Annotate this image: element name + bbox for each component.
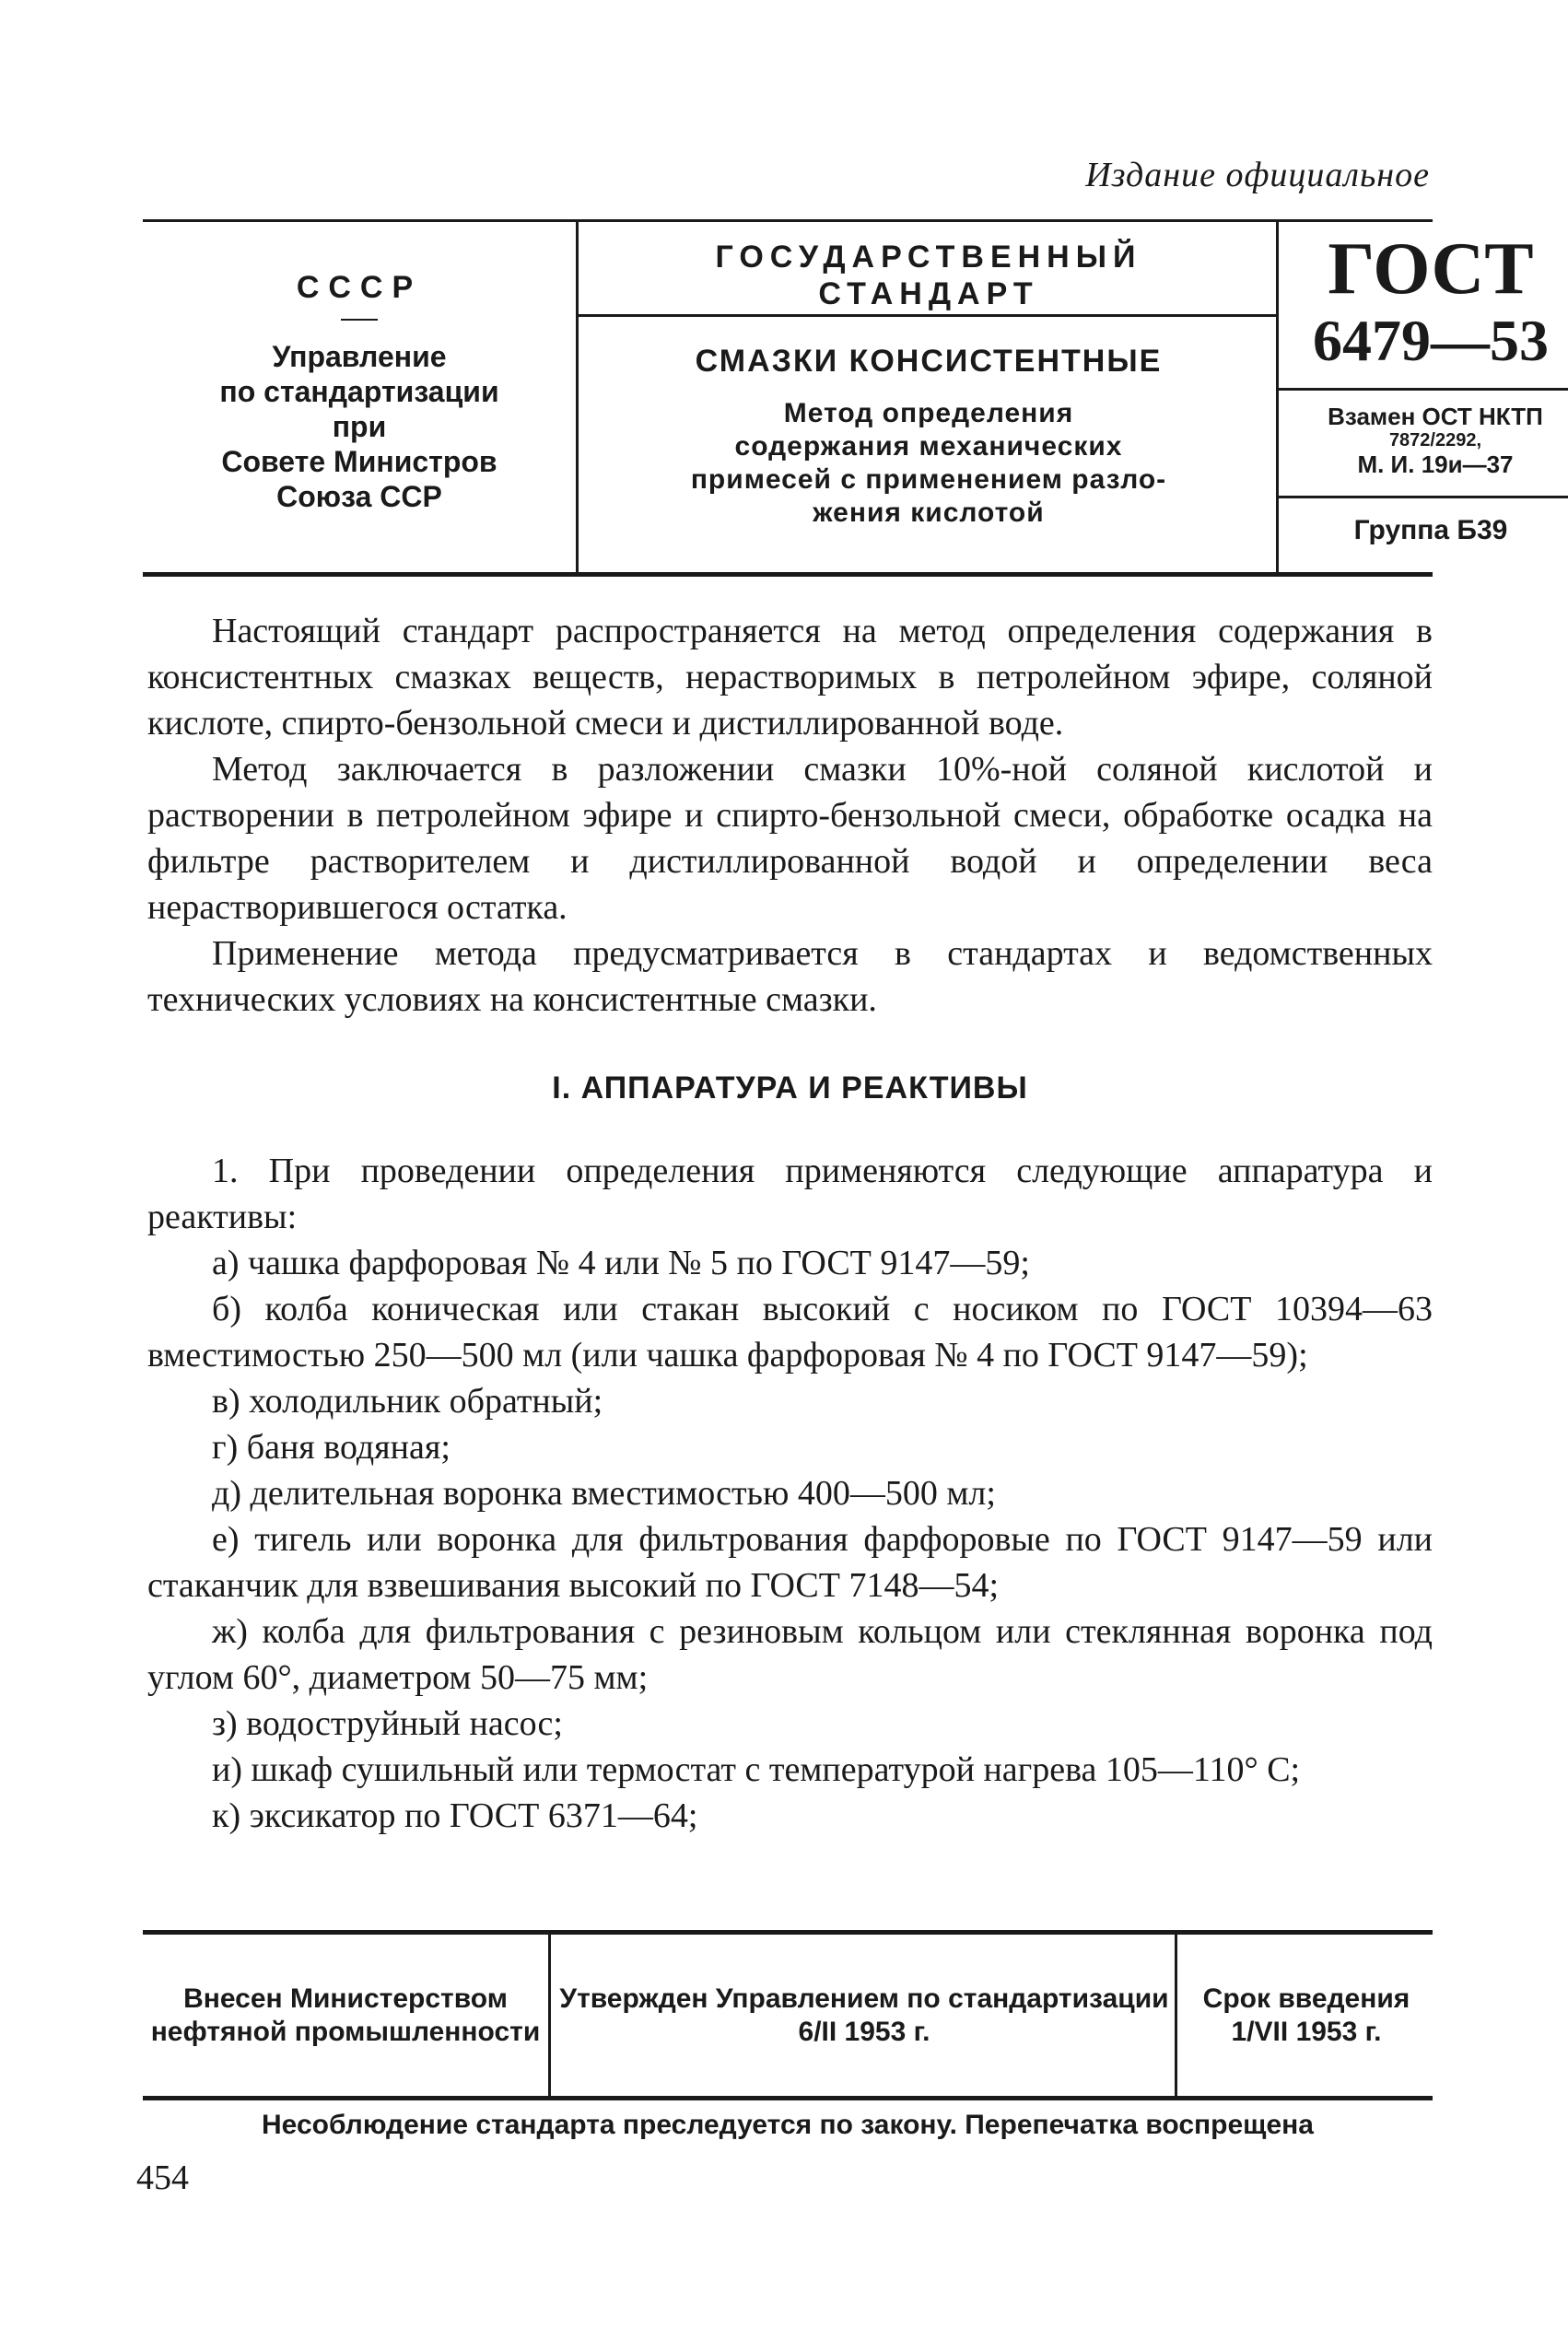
introduced-by (143, 1935, 548, 2096)
gost-number: 6479—53 (1313, 308, 1549, 373)
introduced-text: Внесен Министерством нефтяной промышленности (150, 1983, 541, 2047)
replaces-line: 7872/2292, (1388, 430, 1482, 450)
method-line: жения кислотой (813, 497, 1045, 528)
issuer-line: по стандартизации (219, 375, 499, 408)
document-body (147, 608, 1433, 1839)
method-line: примесей с применением разло- (690, 464, 1167, 495)
issuer-line: Управление (272, 340, 447, 373)
issuer-line: Совете Министров (221, 445, 497, 478)
list-item: и) шкаф сушильный или термостат с температурой нагрева 105—110° С; (212, 1750, 1301, 1789)
page-number: 454 (136, 2158, 189, 2197)
intro-paragraph: Настоящий стандарт распространяется на метод определения содержания в консистентных смазках веществ, нерастворимых в петролейном эфире, соляной кислоте, спирто-бензольной смеси и дистиллированной воде. (147, 612, 1433, 743)
method-line: содержания механических (734, 431, 1123, 462)
list-item: а) чашка фарфоровая № 4 или № 5 по ГОСТ 9147—59; (212, 1244, 1030, 1282)
apparatus-list (147, 1148, 1433, 1839)
header-divider (579, 314, 1279, 317)
list-item: 1. При проведении определения применяются следующие аппаратура и реактивы: (147, 1152, 1433, 1236)
standard-type-line: СТАНДАРТ (818, 276, 1039, 311)
replaces-line: Взамен ОСТ НКТП (1328, 403, 1543, 430)
list-item: д) делительная воронка вместимостью 400—500 мл; (212, 1474, 996, 1513)
section-title: I. АППАРАТУРА И РЕАКТИВЫ (552, 1070, 1028, 1106)
list-item: в) холодильник обратный; (212, 1382, 603, 1421)
method-line: Метод определения (783, 398, 1074, 428)
standard-footer (143, 1930, 1433, 2100)
list-item: б) колба коническая или стакан высокий с носиком по ГОСТ 10394—63 вместимостью 250—500 мл (или чашка фарфоровая № 4 по ГОСТ 9147—59); (147, 1290, 1433, 1375)
gost-divider (1279, 388, 1568, 391)
list-item: е) тигель или воронка для фильтрования фарфоровые по ГОСТ 9147—59 или стаканчик для взвешивания высокий по ГОСТ 7148—54; (147, 1520, 1433, 1605)
group-label: Группа Б39 (1353, 515, 1508, 545)
issuer-org (143, 339, 576, 514)
intro-paragraph: Применение метода предусматривается в стандартах и ведомственных технических условиях на консистентные смазки. (147, 934, 1433, 1019)
effective-date (1175, 1935, 1435, 2096)
standard-type (579, 239, 1279, 312)
group-divider (1279, 496, 1568, 498)
standard-subject: СМАЗКИ КОНСИСТЕНТНЫЕ (695, 344, 1163, 379)
list-item: г) баня водяная; (212, 1428, 451, 1467)
list-item: к) эксикатор по ГОСТ 6371—64; (212, 1796, 698, 1835)
header-issuer-column (143, 222, 576, 572)
replaces-line: М. И. 19и—37 (1357, 450, 1514, 478)
copyright-warning: Несоблюдение стандарта преследуется по закону. Перепечатка воспрещена (262, 2110, 1314, 2140)
approved-text: Утвержден Управлением по стандартизации 6/II 1953 г. (559, 1983, 1169, 2047)
approved-by (548, 1935, 1177, 2096)
country-label: СССР (296, 270, 423, 305)
edition-label: Издание официальное (1085, 156, 1430, 194)
replaces-note (1288, 404, 1568, 476)
standard-type-line: ГОСУДАРСТВЕННЫЙ (715, 240, 1142, 275)
list-item: ж) колба для фильтрования с резиновым кольцом или стеклянная воронка под углом 60°, диаметром 50—75 мм; (147, 1612, 1433, 1697)
intro-paragraph: Метод заключается в разложении смазки 10%-ной соляной кислотой и растворении в петролейном эфире и спирто-бензольной смеси, обработке осадка на фильтре растворителем и дистиллированной водой и определении веса нерастворившегося остатка. (147, 750, 1433, 927)
effective-text: Срок введения 1/VII 1953 г. (1202, 1983, 1410, 2047)
header-title-column (576, 222, 1279, 572)
method-title (579, 397, 1279, 530)
issuer-line: Союза ССР (276, 480, 442, 513)
header-gost-column (1276, 222, 1549, 572)
standard-header (143, 219, 1549, 577)
gost-label: ГОСТ (1328, 228, 1534, 310)
issuer-line: при (332, 410, 387, 443)
list-item: з) водоструйный насос; (212, 1704, 563, 1743)
divider-dash (341, 319, 378, 321)
